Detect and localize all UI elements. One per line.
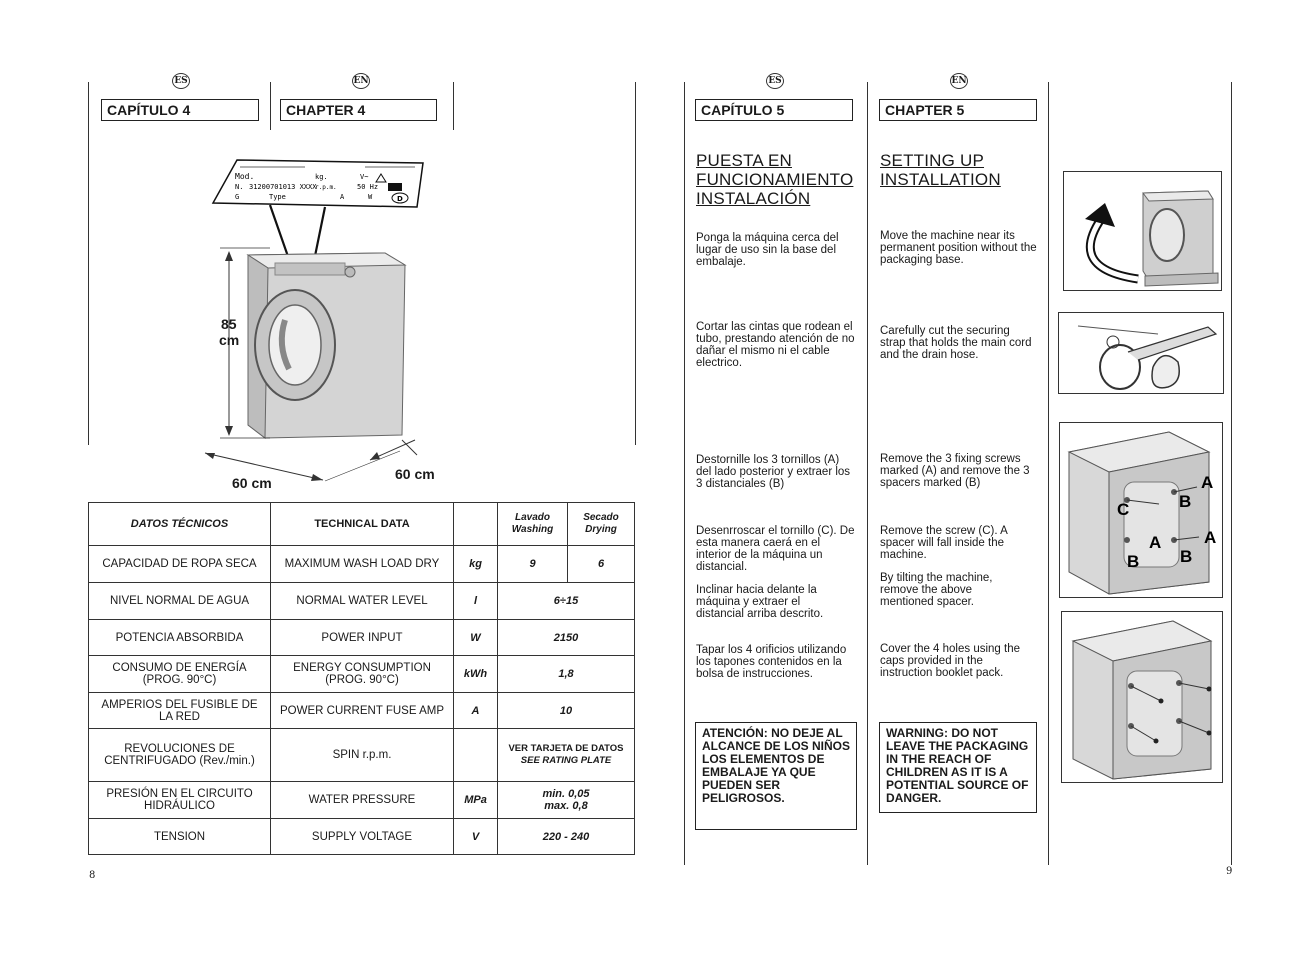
technical-data-table xyxy=(88,502,635,855)
row-en: ENERGY CONSUMPTION (PROG. 90°C) xyxy=(271,656,454,693)
row-en: SUPPLY VOLTAGE xyxy=(271,819,454,855)
step-2-en: Carefully cut the securing strap that holds the main cord and the drain hose. xyxy=(880,325,1032,361)
row-en: WATER PRESSURE xyxy=(271,782,454,819)
label-a-top: A xyxy=(1201,473,1214,492)
row-es: CAPACIDAD DE ROPA SECA xyxy=(89,546,271,583)
warning-box-es: ATENCIÓN: NO DEJE AL ALCANCE DE LOS NIÑOS LOS ELEMENTOS DE EMBALAJE YA QUE PUEDEN SER PELIGROSOS. xyxy=(695,722,857,830)
plate-v: V~ xyxy=(360,173,369,181)
plate-kg: kg. xyxy=(315,173,328,181)
chapter-en-heading: CHAPTER 4 xyxy=(280,99,437,121)
plate-a: A xyxy=(340,193,345,201)
row-value xyxy=(498,729,635,782)
table-row xyxy=(89,729,635,782)
page-number-right: 9 xyxy=(1226,866,1233,877)
row-unit xyxy=(454,729,498,782)
header-washing: Lavado Washing xyxy=(498,503,568,546)
width-dimension: 60 cm xyxy=(232,475,272,491)
plate-type: Type xyxy=(269,193,286,201)
title-es-line: INSTALACIÓN xyxy=(696,189,811,208)
illustration-cover-holes xyxy=(1061,611,1223,783)
left-right-rule xyxy=(635,82,636,445)
illustration-screws-abc xyxy=(1059,422,1224,598)
step-6-en: Cover the 4 holes using the caps provided in the instruction booklet pack. xyxy=(880,643,1021,679)
table-row xyxy=(89,546,635,583)
height-dimension-value: 85 xyxy=(221,316,237,332)
row-value-line2: SEE RATING PLATE xyxy=(520,755,612,766)
title-en-line: INSTALLATION xyxy=(880,170,1001,189)
row-en: POWER CURRENT FUSE AMP xyxy=(271,693,454,729)
row-dry-value: 6 xyxy=(568,546,635,583)
title-es-line: PUESTA EN xyxy=(696,151,792,170)
header-technical-data: TECHNICAL DATA xyxy=(271,503,454,546)
step-5-es: Inclinar hacia delante la máquina y extraer el distancial arriba descrito. xyxy=(696,584,824,620)
header-datos-tecnicos: DATOS TÉCNICOS xyxy=(89,503,271,546)
row-es: PRESIÓN EN EL CIRCUITO HIDRÁULICO xyxy=(89,782,271,819)
table-row xyxy=(89,583,635,620)
step-5-en: By tilting the machine, remove the above mentioned spacer. xyxy=(880,572,993,608)
right-column-divider xyxy=(867,82,868,865)
right-column-divider-2 xyxy=(1048,82,1049,865)
table-row xyxy=(89,782,635,819)
weee-bin-icon xyxy=(388,183,402,191)
row-wash-value: 9 xyxy=(498,546,568,583)
plate-serial: 31200701013 XXXX xyxy=(249,183,317,191)
row-unit: kg xyxy=(454,546,498,583)
illustration-move-machine xyxy=(1063,171,1223,292)
row-es: NIVEL NORMAL DE AGUA xyxy=(89,583,271,620)
title-en-line: SETTING UP xyxy=(880,151,985,170)
table-row xyxy=(89,693,635,729)
row-en: POWER INPUT xyxy=(271,620,454,656)
label-a-right: A xyxy=(1204,528,1217,547)
plate-d: D xyxy=(397,195,403,203)
table-row xyxy=(89,620,635,656)
section-title-en xyxy=(880,151,1001,189)
row-value: 1,8 xyxy=(498,656,635,693)
label-b-top: B xyxy=(1179,492,1192,511)
page-number-left: 8 xyxy=(89,870,96,881)
lang-en-badge: EN xyxy=(352,73,370,89)
plate-g: G xyxy=(235,193,240,201)
row-es: CONSUMO DE ENERGÍA (PROG. 90°C) xyxy=(89,656,271,693)
table-header-row xyxy=(89,503,635,546)
chapter-en-heading: CHAPTER 5 xyxy=(879,99,1037,121)
right-margin-rule xyxy=(684,82,685,865)
row-en: MAXIMUM WASH LOAD DRY xyxy=(271,546,454,583)
chapter-es-heading: CAPÍTULO 5 xyxy=(695,99,853,121)
chapter-es-heading: CAPÍTULO 4 xyxy=(101,99,259,121)
row-value-line2: max. 0,8 xyxy=(544,800,588,812)
row-value-line1: min. 0,05 xyxy=(542,788,590,800)
row-es: AMPERIOS DEL FUSIBLE DE LA RED xyxy=(89,693,271,729)
lang-en-badge: EN xyxy=(950,73,968,89)
step-4-en: Remove the screw (C). A spacer will fall inside the machine. xyxy=(880,525,1008,561)
section-title-es xyxy=(696,151,853,208)
label-c: C xyxy=(1117,500,1130,519)
row-es: TENSION xyxy=(89,819,271,855)
label-b-bottom: B xyxy=(1127,552,1140,571)
plate-n: N. xyxy=(235,183,244,191)
left-margin-rule xyxy=(88,82,89,445)
row-es: POTENCIA ABSORBIDA xyxy=(89,620,271,656)
depth-dimension: 60 cm xyxy=(395,466,435,482)
illustration-cut-strap xyxy=(1058,312,1224,394)
header-drying: Secado Drying xyxy=(568,503,635,546)
header-unit xyxy=(454,503,498,546)
plate-rpm: r.p.m. xyxy=(315,184,337,191)
step-2-es: Cortar las cintas que rodean el tubo, prestando atención de no dañar el mismo ni el cable electrico. xyxy=(696,321,855,369)
step-1-es: Ponga la máquina cerca del lugar de uso sin la base del embalaje. xyxy=(696,232,839,268)
step-3-en: Remove the 3 fixing screws marked (A) and remove the 3 spacers marked (B) xyxy=(880,453,1030,489)
row-unit: W xyxy=(454,620,498,656)
lang-es-badge: ES xyxy=(766,73,784,89)
title-es-line: FUNCIONAMIENTO xyxy=(696,170,854,189)
row-en: SPIN r.p.m. xyxy=(271,729,454,782)
step-1-en: Move the machine near its permanent position without the packaging base. xyxy=(880,230,1037,266)
row-value-line1: VER TARJETA DE DATOS xyxy=(508,743,624,754)
row-unit: A xyxy=(454,693,498,729)
table-row xyxy=(89,656,635,693)
row-value: 6÷15 xyxy=(498,583,635,620)
row-value: 2150 xyxy=(498,620,635,656)
row-value: 220 - 240 xyxy=(498,819,635,855)
row-unit: kWh xyxy=(454,656,498,693)
row-es: REVOLUCIONES DE CENTRIFUGADO (Rev./min.) xyxy=(89,729,271,782)
lang-es-badge: ES xyxy=(172,73,190,89)
row-unit: V xyxy=(454,819,498,855)
row-unit: l xyxy=(454,583,498,620)
height-dimension-unit: cm xyxy=(219,332,240,348)
left-column-divider xyxy=(270,82,271,130)
right-outer-rule xyxy=(1231,82,1232,865)
row-en: NORMAL WATER LEVEL xyxy=(271,583,454,620)
step-3-es: Destornille los 3 tornillos (A) del lado posterior y extraer los 3 distanciales (B) xyxy=(696,454,851,490)
warning-box-en: WARNING: DO NOT LEAVE THE PACKAGING IN THE REACH OF CHILDREN AS IT IS A POTENTIAL SOURCE OF DANGER. xyxy=(879,722,1037,813)
row-value: 10 xyxy=(498,693,635,729)
table-row xyxy=(89,819,635,855)
row-value xyxy=(498,782,635,819)
left-column-divider-2 xyxy=(453,82,454,130)
label-a-mid: A xyxy=(1149,533,1162,552)
plate-mod: Mod. xyxy=(235,172,255,181)
step-6-es: Tapar los 4 orificios utilizando los tapones contenidos en la bolsa de instrucciones. xyxy=(696,644,847,680)
plate-hz: 50 Hz xyxy=(357,183,379,191)
step-4-es: Desenrroscar el tornillo (C). De esta manera caerá en el interior de la máquina un distancial. xyxy=(696,525,855,573)
plate-w: W xyxy=(368,193,373,201)
row-unit: MPa xyxy=(454,782,498,819)
label-b-right: B xyxy=(1180,547,1193,566)
